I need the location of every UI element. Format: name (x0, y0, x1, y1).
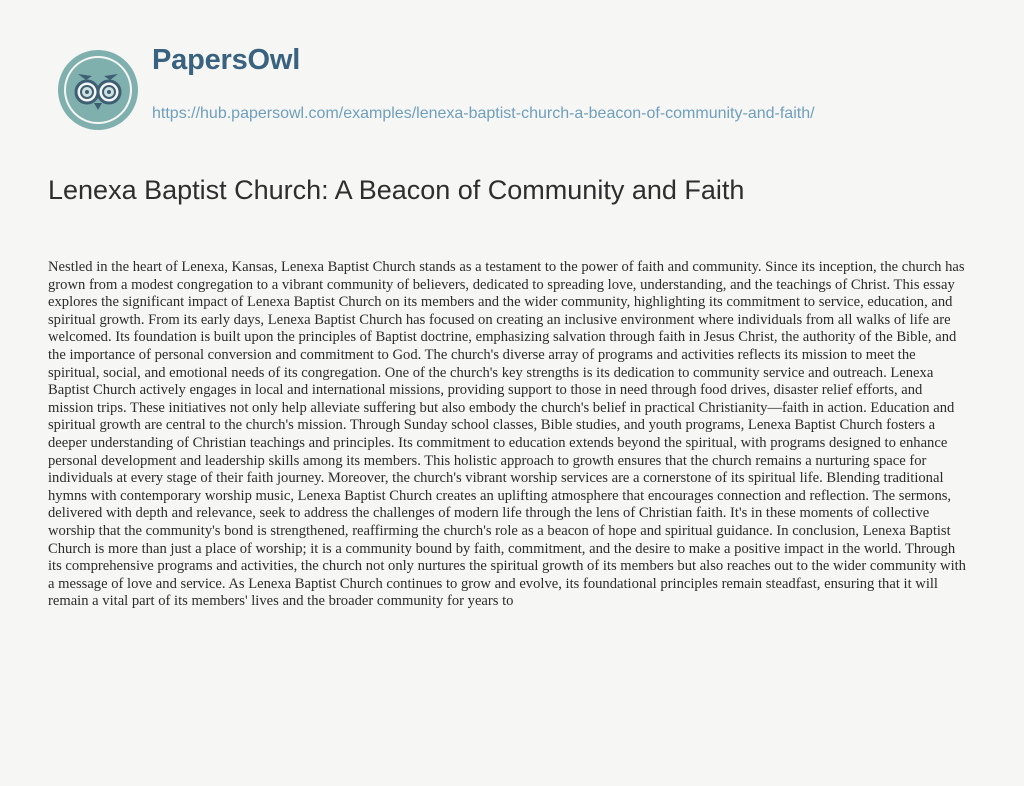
source-url-link[interactable]: https://hub.papersowl.com/examples/lenexa-baptist-church-a-beacon-of-community-and-faith/ (152, 105, 815, 122)
brand-name[interactable]: PapersOwl (152, 44, 301, 76)
owl-logo-icon (48, 40, 148, 140)
document-body: Nestled in the heart of Lenexa, Kansas, Lenexa Baptist Church stands as a testament to the power of faith and community. Since its inception, the church has grown from a modest congregation to a vibrant community of believers, dedicated to spreading love, understanding, and the teachings of Christ. This essay explores the significant impact of Lenexa Baptist Church on its members and the wider community, highlighting its commitment to service, education, and spiritual growth. From its early days, Lenexa Baptist Church has focused on creating an inclusive environment where individuals from all walks of life are welcomed. Its foundation is built upon the principles of Baptist doctrine, emphasizing salvation through faith in Jesus Christ, the authority of the Bible, and the importance of personal conversion and commitment to God. The church's diverse array of programs and activities reflects its mission to meet the spiritual, social, and emotional needs of its congregation. One of the church's key strengths is its dedication to community service and outreach. Lenexa Baptist Church actively engages in local and international missions, providing support to those in need through food drives, disaster relief efforts, and mission trips. These initiatives not only help alleviate suffering but also embody the church's belief in practical Christianity—faith in action. Education and spiritual growth are central to the church's mission. Through Sunday school classes, Bible studies, and youth programs, Lenexa Baptist Church fosters a deeper understanding of Christian teachings and principles. Its commitment to education extends beyond the spiritual, with programs designed to enhance personal development and leadership skills among its members. This holistic approach to growth ensures that the church remains a nurturing space for individuals at every stage of their faith journey. Moreover, the church's vibrant worship services are a cornerstone of its spiritual life. Blending traditional hymns with contemporary worship music, Lenexa Baptist Church creates an uplifting atmosphere that encourages connection and reflection. The sermons, delivered with depth and relevance, seek to address the challenges of modern life through the lens of Christian faith. It's in these moments of collective worship that the community's bond is strengthened, reaffirming the church's role as a beacon of hope and spiritual guidance. In conclusion, Lenexa Baptist Church is more than just a place of worship; it is a community bound by faith, commitment, and the desire to make a positive impact in the world. Through its comprehensive programs and activities, the church not only nurtures the spiritual growth of its members but also reaches out to the wider community with a message of love and service. As Lenexa Baptist Church continues to grow and evolve, its foundational principles remain steadfast, ensuring that it will remain a vital part of its members' lives and the broader community for years to (48, 259, 966, 610)
header (48, 40, 988, 140)
document-title: Lenexa Baptist Church: A Beacon of Community and Faith (48, 175, 745, 205)
